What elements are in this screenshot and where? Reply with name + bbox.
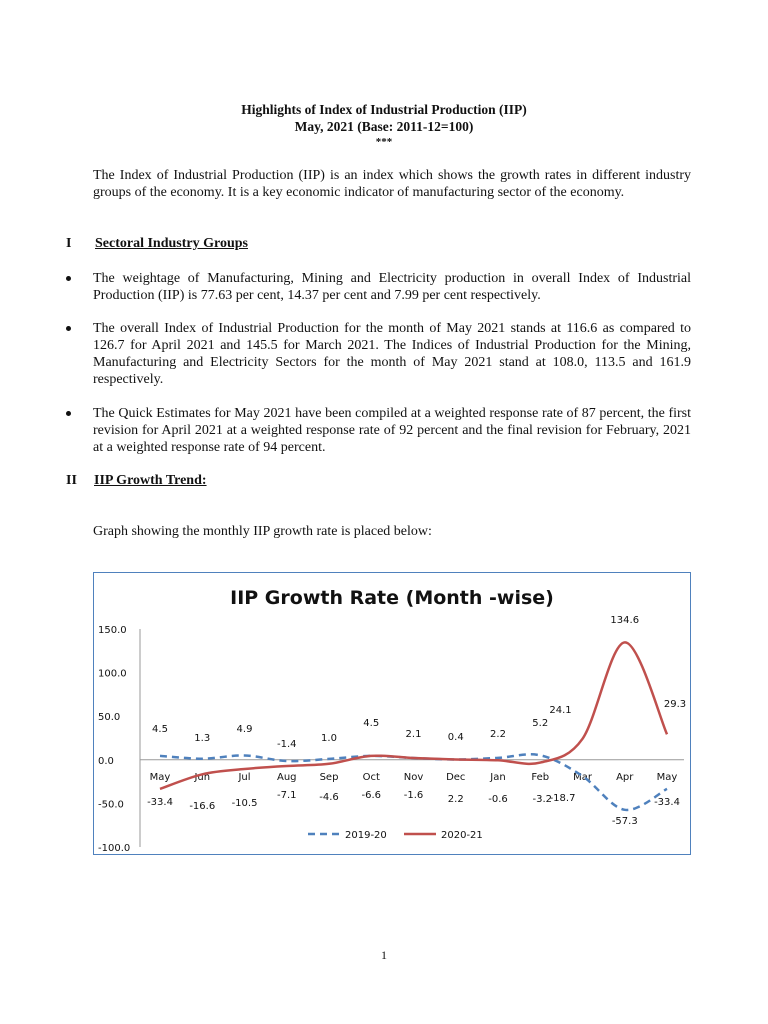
data-label-2020-21: 29.3 xyxy=(663,699,687,710)
data-label-2020-21: -10.5 xyxy=(231,798,258,809)
data-label-2020-21: 2.2 xyxy=(447,794,464,805)
data-label-2019-20: -18.7 xyxy=(549,793,576,804)
growth-chart xyxy=(93,572,691,855)
document-subtitle: May, 2021 (Base: 2011-12=100) xyxy=(294,119,474,134)
y-tick-label: 0.0 xyxy=(98,755,114,767)
data-label-2019-20: 4.5 xyxy=(152,724,168,735)
chart-title: IIP Growth Rate (Month -wise) xyxy=(230,587,554,609)
data-label-2019-20: 2.1 xyxy=(405,729,422,740)
bullet-icon xyxy=(66,326,71,331)
data-label-2019-20: 5.2 xyxy=(532,718,549,729)
data-label-2020-21: 134.6 xyxy=(610,615,640,626)
data-label-2020-21: -16.6 xyxy=(189,801,216,812)
x-tick-label: Nov xyxy=(403,771,424,783)
data-label-2020-21: 24.1 xyxy=(549,705,572,716)
section-title-1: Sectoral Industry Groups xyxy=(95,236,248,251)
data-label-2019-20: 0.4 xyxy=(447,732,464,743)
intro-paragraph: The Index of Industrial Production (IIP) is an index which shows the growth rates in different industry groups of the economy. It is a key economic indicator of manufacturing sector of the economy. xyxy=(93,168,691,200)
chart-caption: Graph showing the monthly IIP growth rate is placed below: xyxy=(93,524,432,539)
x-tick-label: Dec xyxy=(446,771,466,783)
x-tick-label: Apr xyxy=(616,771,634,783)
data-label-2019-20: 4.5 xyxy=(363,718,380,729)
bullet-icon xyxy=(66,276,71,281)
x-tick-label: Oct xyxy=(362,771,380,783)
title-separator: *** xyxy=(375,136,393,148)
bullet-quick-estimates: The Quick Estimates for May 2021 have been compiled at a weighted response rate of 87 percent, the first revision for April 2021 at a weighted response rate of 92 percent and the final revision for February, 2021 at a weighted response rate of 94 percent. xyxy=(93,406,691,455)
y-tick-label: 50.0 xyxy=(98,712,121,724)
data-label-2020-21: -6.6 xyxy=(361,790,382,801)
document-title: Highlights of Index of Industrial Production (IIP) xyxy=(241,102,527,117)
data-label-2019-20: 2.2 xyxy=(490,729,506,740)
x-tick-label: Feb xyxy=(531,771,550,783)
x-tick-label: Mar xyxy=(573,771,592,783)
y-tick-label: 150.0 xyxy=(98,625,127,636)
data-label-2019-20: -33.4 xyxy=(654,797,680,808)
bullet-weightage: The weightage of Manufacturing, Mining and Electricity production in overall Index of Industrial Production (IIP) is 77.63 per cent, 14.37 per cent and 7.99 per cent respectively. xyxy=(93,271,691,303)
y-tick-label: -100.0 xyxy=(98,843,131,854)
chart-canvas xyxy=(94,573,690,854)
x-tick-label: Jul xyxy=(238,771,251,783)
section-title-2: IIP Growth Trend: xyxy=(94,473,207,488)
x-tick-label: Sep xyxy=(319,771,339,783)
data-label-2020-21: -0.6 xyxy=(488,794,508,805)
legend-label-2019-20: 2019-20 xyxy=(345,830,387,841)
x-tick-label: May xyxy=(656,771,678,783)
data-label-2020-21: -4.6 xyxy=(319,792,339,803)
data-label-2019-20: 1.0 xyxy=(321,733,337,744)
series-line-2020-21 xyxy=(160,642,667,789)
bullet-overall-index: The overall Index of Industrial Production for the month of May 2021 stands at 116.6 as compared to 126.7 for April 2021 and 145.5 for March 2021. The Indices of Industrial Production for the Mining, Manufacturing and Electricity Sectors for the month of May 2021 stand at 108.0, 113.5 and 161.9 respectively. xyxy=(93,321,691,387)
data-label-2020-21: -7.1 xyxy=(276,790,297,801)
x-tick-label: Aug xyxy=(276,771,297,783)
section-number-1: I xyxy=(66,236,72,251)
data-label-2019-20: -1.4 xyxy=(276,739,297,750)
bullet-icon xyxy=(66,411,71,416)
page-number: 1 xyxy=(381,948,387,962)
data-label-2019-20: 1.3 xyxy=(194,733,211,744)
x-tick-label: Jan xyxy=(490,771,506,783)
y-tick-label: -50.0 xyxy=(98,799,124,811)
legend-label-2020-21: 2020-21 xyxy=(441,830,483,841)
x-tick-label: May xyxy=(149,771,171,783)
x-tick-label: Jun xyxy=(194,771,211,783)
section-number-2: II xyxy=(66,473,77,488)
data-label-2020-21: -3.2 xyxy=(532,794,553,805)
data-label-2019-20: -57.3 xyxy=(611,816,638,827)
data-label-2020-21: -33.4 xyxy=(147,797,173,808)
data-label-2020-21: -1.6 xyxy=(403,790,424,801)
y-tick-label: 100.0 xyxy=(98,668,127,680)
data-label-2019-20: 4.9 xyxy=(236,724,253,735)
